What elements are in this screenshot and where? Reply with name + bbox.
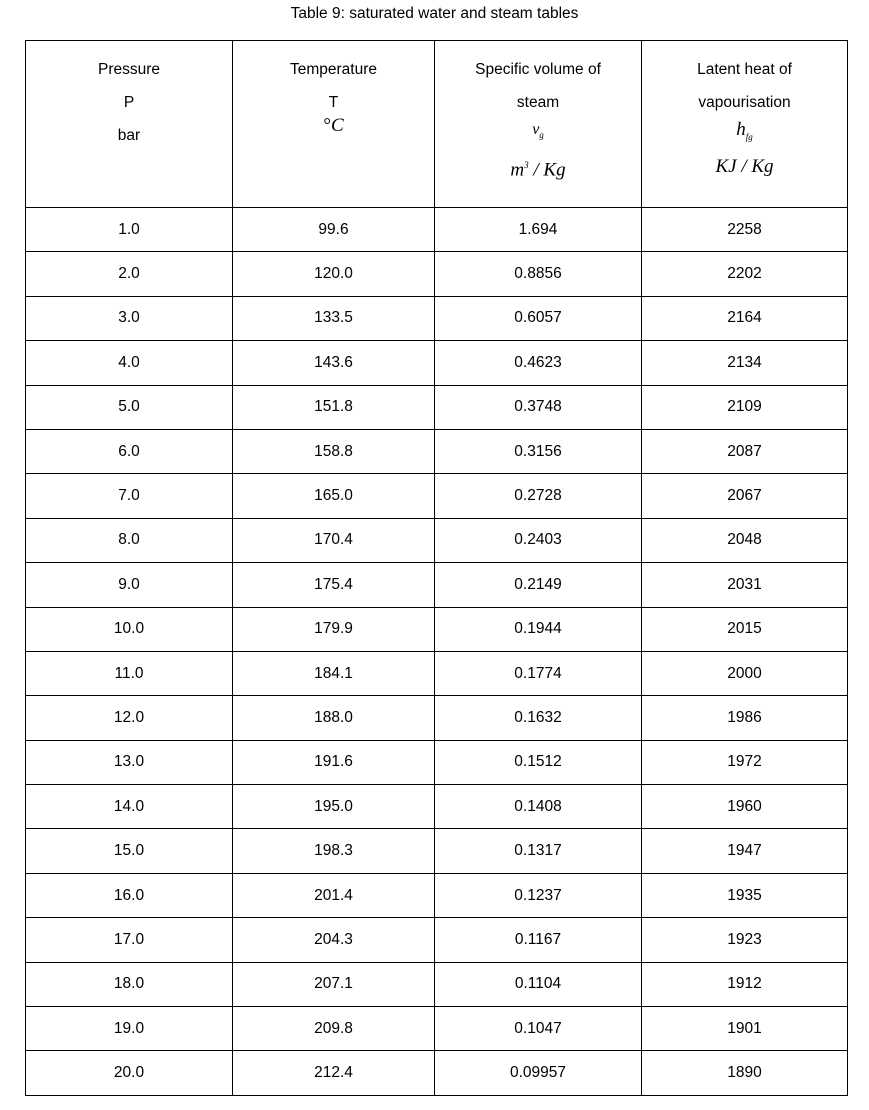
cell-temperature: 170.4 (233, 518, 435, 562)
table-row (26, 1007, 848, 1051)
cell-latent-heat: 2258 (642, 208, 848, 252)
cell-specific-volume: 0.1408 (435, 785, 642, 829)
cell-temperature: 179.9 (233, 607, 435, 651)
cell-latent-heat: 2202 (642, 252, 848, 296)
cell-temperature: 158.8 (233, 429, 435, 473)
cell-temperature: 184.1 (233, 651, 435, 695)
header-temperature-unit (233, 115, 434, 137)
table-row (26, 918, 848, 962)
cell-pressure: 7.0 (26, 474, 233, 518)
symbol-h-subscript: fg (745, 131, 753, 142)
cell-temperature: 165.0 (233, 474, 435, 518)
cell-latent-heat: 2109 (642, 385, 848, 429)
cell-latent-heat: 1960 (642, 785, 848, 829)
symbol-v-subscript: g (539, 130, 544, 141)
cell-pressure: 1.0 (26, 208, 233, 252)
cell-pressure: 19.0 (26, 1007, 233, 1051)
header-temperature-title: Temperature (289, 61, 377, 78)
header-temperature-symbol: T (328, 94, 339, 111)
cell-temperature: 201.4 (233, 873, 435, 917)
cell-specific-volume: 0.2149 (435, 563, 642, 607)
cell-specific-volume: 0.2403 (435, 518, 642, 562)
cell-specific-volume: 0.4623 (435, 341, 642, 385)
cell-specific-volume: 0.1104 (435, 962, 642, 1006)
cell-latent-heat: 1986 (642, 696, 848, 740)
table-row (26, 607, 848, 651)
header-pressure-title: Pressure (97, 61, 161, 78)
table-row (26, 563, 848, 607)
symbol-v: v (532, 121, 540, 138)
cell-specific-volume: 0.09957 (435, 1051, 642, 1095)
cell-temperature: 188.0 (233, 696, 435, 740)
cell-specific-volume: 0.1167 (435, 918, 642, 962)
cell-specific-volume: 0.2728 (435, 474, 642, 518)
table-row (26, 429, 848, 473)
cell-temperature: 133.5 (233, 296, 435, 340)
cell-specific-volume: 0.3748 (435, 385, 642, 429)
cell-specific-volume: 0.1512 (435, 740, 642, 784)
header-pressure-symbol: P (123, 94, 135, 111)
cell-temperature: 212.4 (233, 1051, 435, 1095)
cell-specific-volume: 0.6057 (435, 296, 642, 340)
cell-temperature: 143.6 (233, 341, 435, 385)
cell-specific-volume: 0.1944 (435, 607, 642, 651)
table-row (26, 696, 848, 740)
table-row (26, 785, 848, 829)
cell-pressure: 6.0 (26, 429, 233, 473)
unit-m: m (510, 159, 525, 181)
table-body (26, 208, 848, 1096)
header-latent-heat-title-2: vapourisation (698, 94, 791, 111)
cell-latent-heat: 1890 (642, 1051, 848, 1095)
cell-pressure: 16.0 (26, 873, 233, 917)
cell-specific-volume: 0.1047 (435, 1007, 642, 1051)
header-latent-heat (642, 41, 848, 208)
cell-specific-volume: 0.8856 (435, 252, 642, 296)
cell-temperature: 198.3 (233, 829, 435, 873)
cell-pressure: 17.0 (26, 918, 233, 962)
header-latent-heat-title: Latent heat of (697, 61, 792, 78)
cell-temperature: 209.8 (233, 1007, 435, 1051)
cell-latent-heat: 2000 (642, 651, 848, 695)
cell-pressure: 15.0 (26, 829, 233, 873)
cell-temperature: 151.8 (233, 385, 435, 429)
cell-pressure: 14.0 (26, 785, 233, 829)
cell-latent-heat: 1923 (642, 918, 848, 962)
table-row (26, 341, 848, 385)
cell-temperature: 195.0 (233, 785, 435, 829)
cell-pressure: 2.0 (26, 252, 233, 296)
cell-specific-volume: 0.1632 (435, 696, 642, 740)
header-latent-heat-unit: KJ / Kg (715, 155, 774, 177)
table-row (26, 740, 848, 784)
cell-specific-volume: 0.1237 (435, 873, 642, 917)
header-specific-volume-title: Specific volume of (475, 61, 601, 78)
cell-latent-heat: 2015 (642, 607, 848, 651)
cell-temperature: 120.0 (233, 252, 435, 296)
table-row (26, 651, 848, 695)
steam-table (25, 40, 848, 1096)
cell-pressure: 9.0 (26, 563, 233, 607)
table-row (26, 474, 848, 518)
table-row (26, 208, 848, 252)
cell-latent-heat: 1912 (642, 962, 848, 1006)
cell-latent-heat: 2031 (642, 563, 848, 607)
table-row (26, 962, 848, 1006)
cell-pressure: 8.0 (26, 518, 233, 562)
unit-per-kg: / Kg (528, 159, 566, 181)
header-pressure (26, 41, 233, 208)
cell-latent-heat: 1972 (642, 740, 848, 784)
degree-symbol: ° (323, 115, 331, 136)
cell-temperature: 204.3 (233, 918, 435, 962)
unit-m-superscript: 3 (524, 160, 529, 171)
table-row (26, 518, 848, 562)
table-row (26, 829, 848, 873)
cell-latent-heat: 1947 (642, 829, 848, 873)
cell-specific-volume: 1.694 (435, 208, 642, 252)
cell-pressure: 18.0 (26, 962, 233, 1006)
cell-latent-heat: 2087 (642, 429, 848, 473)
cell-pressure: 10.0 (26, 607, 233, 651)
table-header-row (26, 41, 848, 208)
cell-temperature: 99.6 (233, 208, 435, 252)
cell-pressure: 5.0 (26, 385, 233, 429)
cell-pressure: 13.0 (26, 740, 233, 784)
header-latent-heat-symbol (642, 119, 847, 148)
table-row (26, 1051, 848, 1095)
table-row (26, 252, 848, 296)
header-specific-volume (435, 41, 642, 208)
cell-specific-volume: 0.1774 (435, 651, 642, 695)
header-pressure-unit: bar (117, 127, 141, 144)
cell-temperature: 175.4 (233, 563, 435, 607)
header-specific-volume-unit (435, 154, 641, 181)
cell-latent-heat: 2134 (642, 341, 848, 385)
cell-pressure: 11.0 (26, 651, 233, 695)
cell-pressure: 12.0 (26, 696, 233, 740)
cell-pressure: 3.0 (26, 296, 233, 340)
table-row (26, 873, 848, 917)
cell-latent-heat: 2048 (642, 518, 848, 562)
header-specific-volume-symbol (435, 119, 641, 146)
cell-latent-heat: 2067 (642, 474, 848, 518)
cell-latent-heat: 1901 (642, 1007, 848, 1051)
cell-specific-volume: 0.3156 (435, 429, 642, 473)
table-caption: Table 9: saturated water and steam tables (290, 5, 579, 22)
cell-latent-heat: 2164 (642, 296, 848, 340)
cell-specific-volume: 0.1317 (435, 829, 642, 873)
cell-temperature: 191.6 (233, 740, 435, 784)
cell-pressure: 20.0 (26, 1051, 233, 1095)
header-specific-volume-title-2: steam (516, 94, 560, 111)
unit-celsius-letter: C (330, 115, 344, 136)
cell-pressure: 4.0 (26, 341, 233, 385)
cell-latent-heat: 1935 (642, 873, 848, 917)
table-row (26, 296, 848, 340)
table-row (26, 385, 848, 429)
header-temperature (233, 41, 435, 208)
cell-temperature: 207.1 (233, 962, 435, 1006)
symbol-h: h (736, 119, 746, 140)
